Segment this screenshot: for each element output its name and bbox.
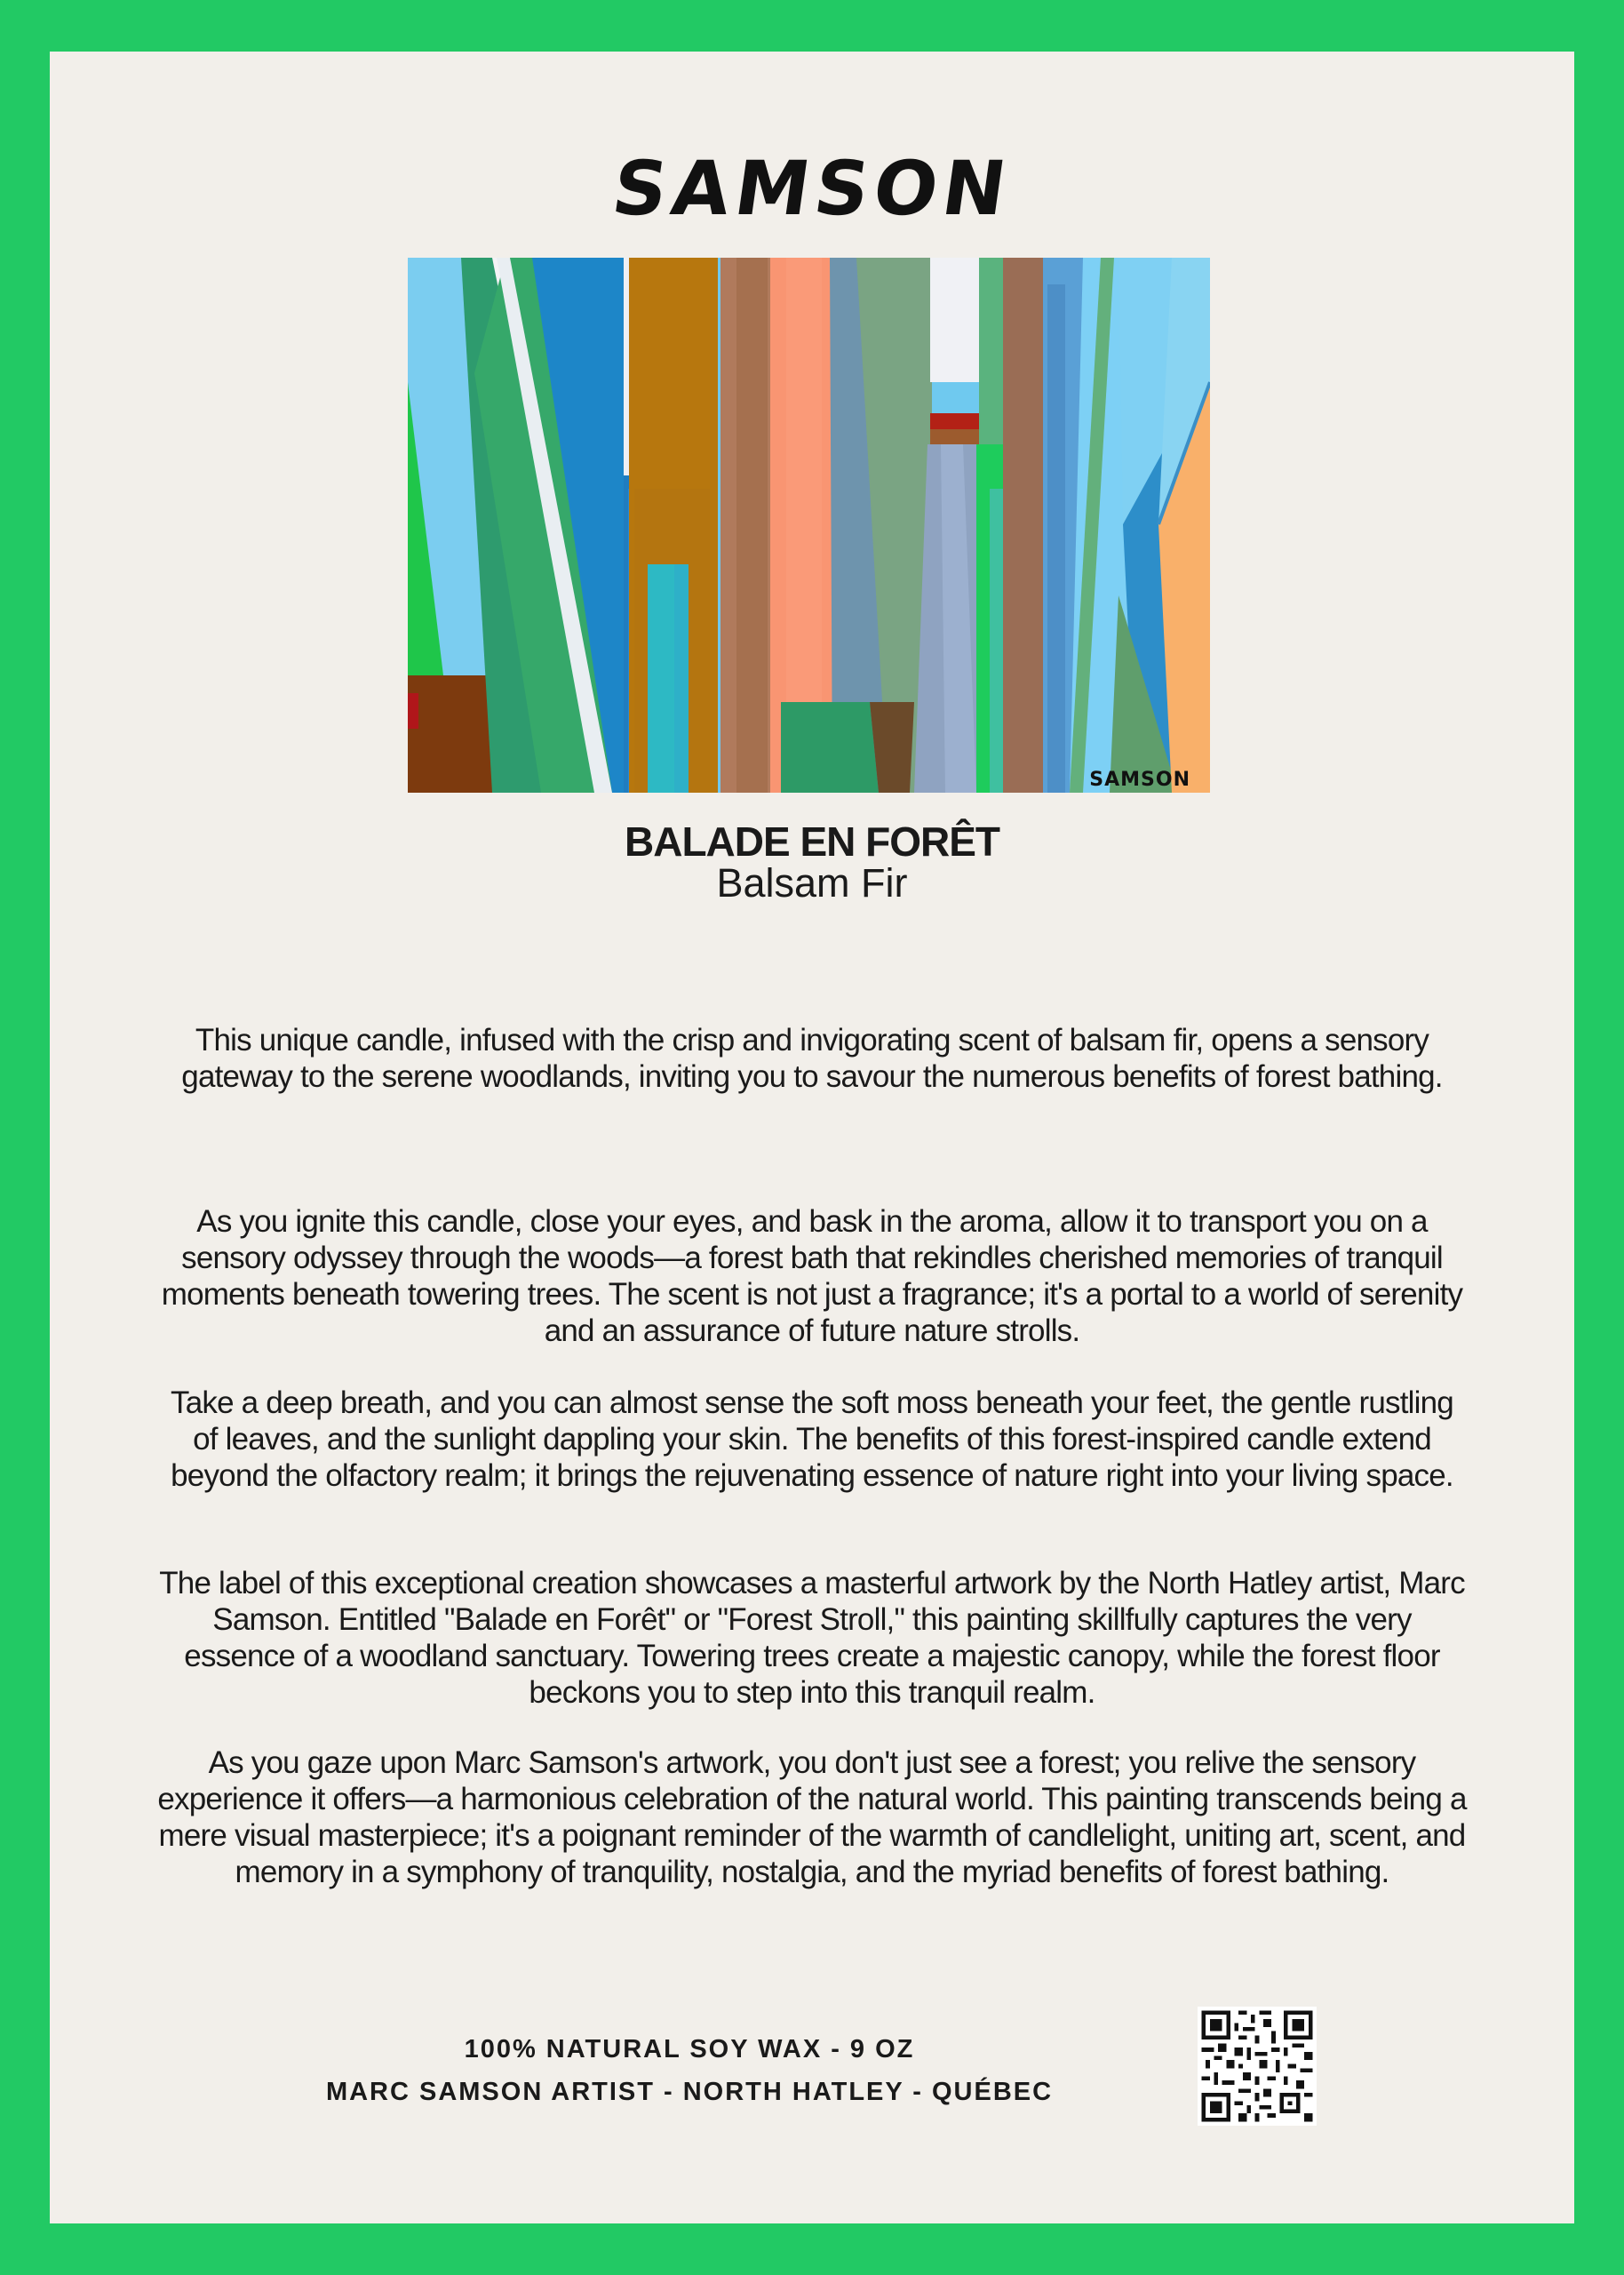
footer-wax-info: 100% NATURAL SOY WAX - 9 OZ [464,2035,915,2063]
footer-artist-info: MARC SAMSON ARTIST - NORTH HATLEY - QUÉBEC [325,2078,1054,2106]
product-subtitle: Balsam Fir [716,860,908,906]
artwork-signature: SAMSON [1089,769,1190,791]
forest-painting [408,258,1210,793]
description-paragraph: Take a deep breath, and you can almost sense the soft moss beneath your feet, the gentle rustling of leaves, and the sunlight dappling your skin. The benefits of this forest-inspired candle extend beyond the olfactory realm; it brings the rejuvenating essence of nature right into your living space. [171,1385,1453,1493]
description-paragraph: The label of this exceptional creation showcases a masterful artwork by the North Hatley artist, Marc Samson. Entitled "Balade en Forêt" or "Forest Stroll," this painting skillfully captures the very essence of a woodland sanctuary. Towering trees create a majestic canopy, while the forest floor beckons you to step into this tranquil realm. [159,1566,1465,1710]
description-paragraph: This unique candle, infused with the crisp and invigorating scent of balsam fir, opens a sensory gateway to the serene woodlands, inviting you to savour the numerous benefits of forest bathing. [181,1023,1443,1094]
qr-code-icon[interactable] [1198,2007,1317,2126]
product-title: BALADE EN FORÊT [625,818,999,865]
artwork-image [408,258,1210,793]
description-paragraph: As you ignite this candle, close your eyes, and bask in the aroma, allow it to transport you on a sensory odyssey through the woods—a forest bath that rekindles cherished memories of tranquil moments beneath towering trees. The scent is not just a fragrance; it's a portal to a world of serenity and an assurance of future nature strolls. [161,1204,1463,1348]
description-paragraph: As you gaze upon Marc Samson's artwork, you don't just see a forest; you relive the sensory experience it offers—a harmonious celebration of the natural world. This painting transcends being a mere visual masterpiece; it's a poignant reminder of the warmth of candlelight, uniting art, scent, and memory in a symphony of tranquility, nostalgia, and the myriad benefits of forest bathing. [157,1745,1467,1889]
brand-logo: SAMSON [607,145,1017,232]
label-sheet [50,52,1574,2223]
